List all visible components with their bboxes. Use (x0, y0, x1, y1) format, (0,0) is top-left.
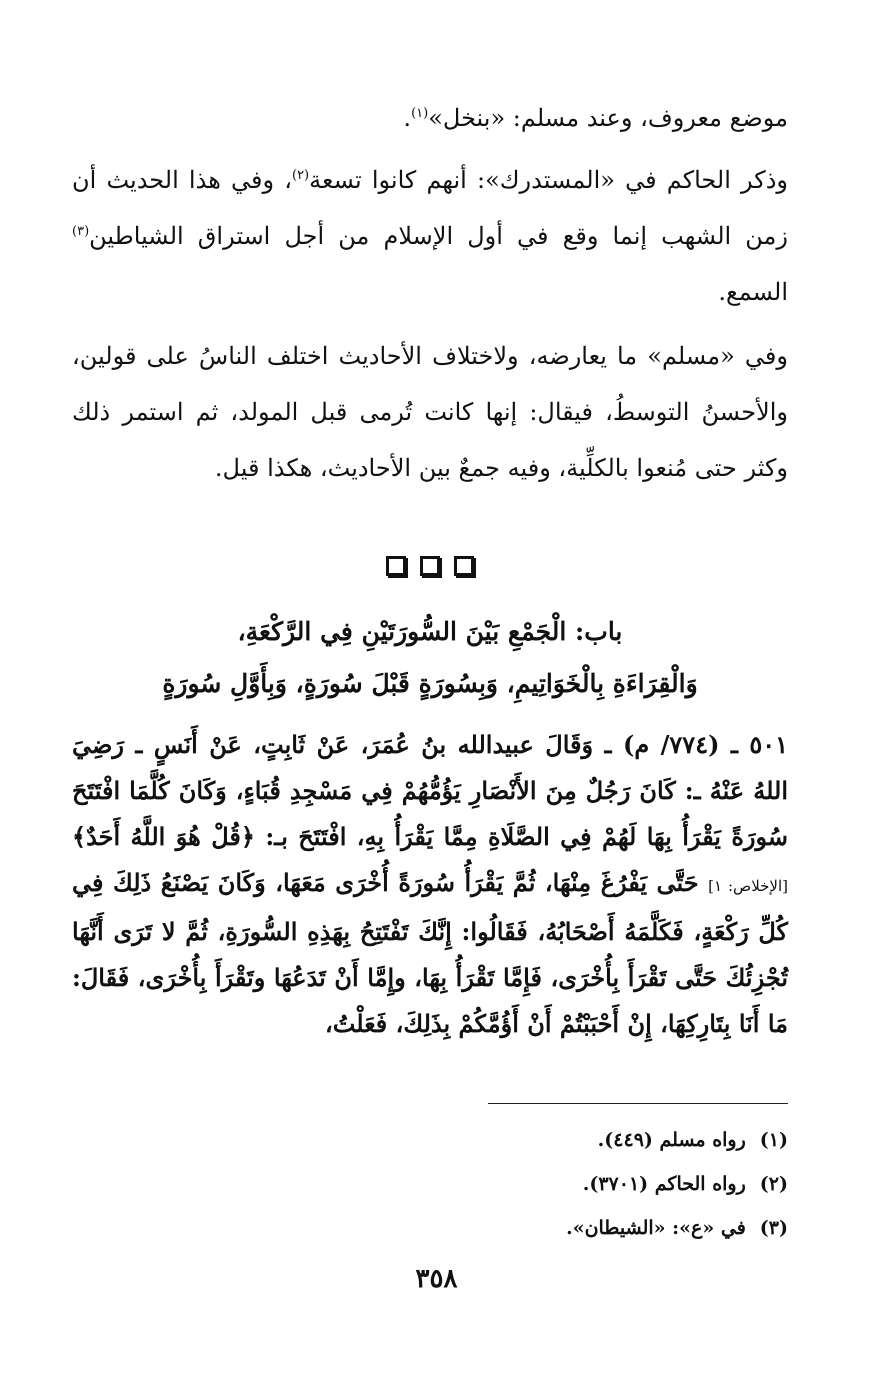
page-body (72, 90, 788, 1047)
paragraph-3: وفي «مسلم» ما يعارضه، ولاختلاف الأحاديث اختلف الناسُ على قولين، والأحسنُ التوسطُ، فيقال: إنها كانت تُرمى قبل المولد، ثم استمر ذلك وكثر حتى مُنعوا بالكلِّية، وفيه جمعٌ بين الأحاديث، هكذا قيل. (72, 342, 788, 482)
chapter-heading-line-2: وَالْقِرَاءَةِ بِالْخَوَاتِيمِ، وَبِسُورَةٍ قَبْلَ سُورَةٍ، وَبِأَوَّلِ سُورَةٍ (162, 669, 698, 698)
page-number: ٣٥٨ (415, 1264, 458, 1294)
quran-reference: [الإخلاص: ١] (708, 877, 788, 895)
footnote-number: (٢) (759, 1173, 788, 1195)
paragraph-1 (72, 90, 788, 146)
footnote-text: في «ع»: «الشيطان». (566, 1217, 746, 1239)
footnote-item (88, 1118, 788, 1162)
separator-square-icon (420, 556, 440, 576)
paragraph-1-end: . (403, 104, 412, 132)
paragraph-2 (72, 152, 788, 320)
footnote-ref-1: (١) (411, 106, 429, 121)
footnote-ref-3: (٣) (72, 224, 90, 239)
footnotes (88, 1118, 788, 1250)
section-separator (72, 556, 788, 576)
paragraph-2-text-c: السمع. (718, 278, 788, 306)
paragraph-1-text: موضع معروف، وعند مسلم: «بنخل» (428, 104, 788, 132)
separator-square-icon (386, 556, 406, 576)
footnote-ref-2: (٢) (291, 168, 310, 183)
footnote-item (88, 1162, 788, 1206)
quran-verse: ﴿قُلْ هُوَ اللَّهُ أَحَدٌ﴾ (72, 822, 255, 851)
separator-square-icon (454, 556, 474, 576)
footnote-item (88, 1206, 788, 1250)
footnote-number: (١) (759, 1129, 788, 1151)
footnote-number: (٣) (759, 1217, 788, 1239)
paragraph-2-text-a: وذكر الحاكم في «المستدرك»: أنهم كانوا تسعة (309, 166, 789, 194)
paragraph-2-text-b: ، وفي هذا الحديث أن زمن الشهب إنما وقع في أول الإسلام من أجل استراق الشياطين (72, 166, 789, 250)
footnote-text: رواه الحاكم (٣٧٠١). (582, 1173, 746, 1195)
footnote-text: رواه مسلم (٤٤٩). (597, 1129, 746, 1151)
hadith-text-part-2: حَتَّى يَفْرُغَ مِنْهَا، ثُمَّ يَقْرَأُ سُورَةً أُخْرَى مَعَهَا، وَكَانَ يَصْنَعُ ذَلِكَ فِي كُلِّ رَكْعَةٍ، فَكَلَّمَهُ أَصْحَابُهُ، فَقَالُوا: إِنَّكَ تَفْتَتِحُ بِهَذِهِ السُّورَةِ، ثُمَّ لا تَرَى أَنَّهَا تُجْزِئُكَ حَتَّى تَقْرَأَ بِأُخْرَى، فَإِمَّا تَقْرَأُ بِهَا، وإِمَّا أَنْ تَدَعُهَا وتَقْرَأَ بِأُخْرَى، فَقَالَ: مَا أَنَا بِتَارِكِهَا، إِنْ أَحْبَبْتُمْ أَنْ أَؤُمَّكُمْ بِذَلِكَ، فَعَلْتُ، (72, 868, 788, 1038)
footnote-divider (488, 1103, 788, 1104)
hadith-text-part-1: ٥٠١ ـ (٧٧٤/ م) ـ وَقَالَ عبيدالله بنُ عُمَرَ، عَنْ ثَابِتٍ، عَنْ أَنَسٍ ـ رَضِيَ اللهُ عَنْهُ ـ: كَانَ رَجُلٌ مِنَ الأَنْصَارِ يَؤُمُّهُمْ فِي مَسْجِدِ قُبَاءٍ، وَكَانَ كُلَّمَا افْتَتَحَ سُورَةً يَقْرَأُ بِهَا لَهُمْ فِي الصَّلَاةِ مِمَّا يَقْرَأُ بِهِ، افْتَتَحَ بـ: (72, 730, 788, 851)
chapter-heading (72, 606, 788, 710)
hadith-text (72, 722, 788, 1047)
chapter-heading-line-1: باب: الْجَمْعِ بَيْنَ السُّورَتَيْنِ فِي الرَّكْعَةِ، (237, 617, 623, 646)
